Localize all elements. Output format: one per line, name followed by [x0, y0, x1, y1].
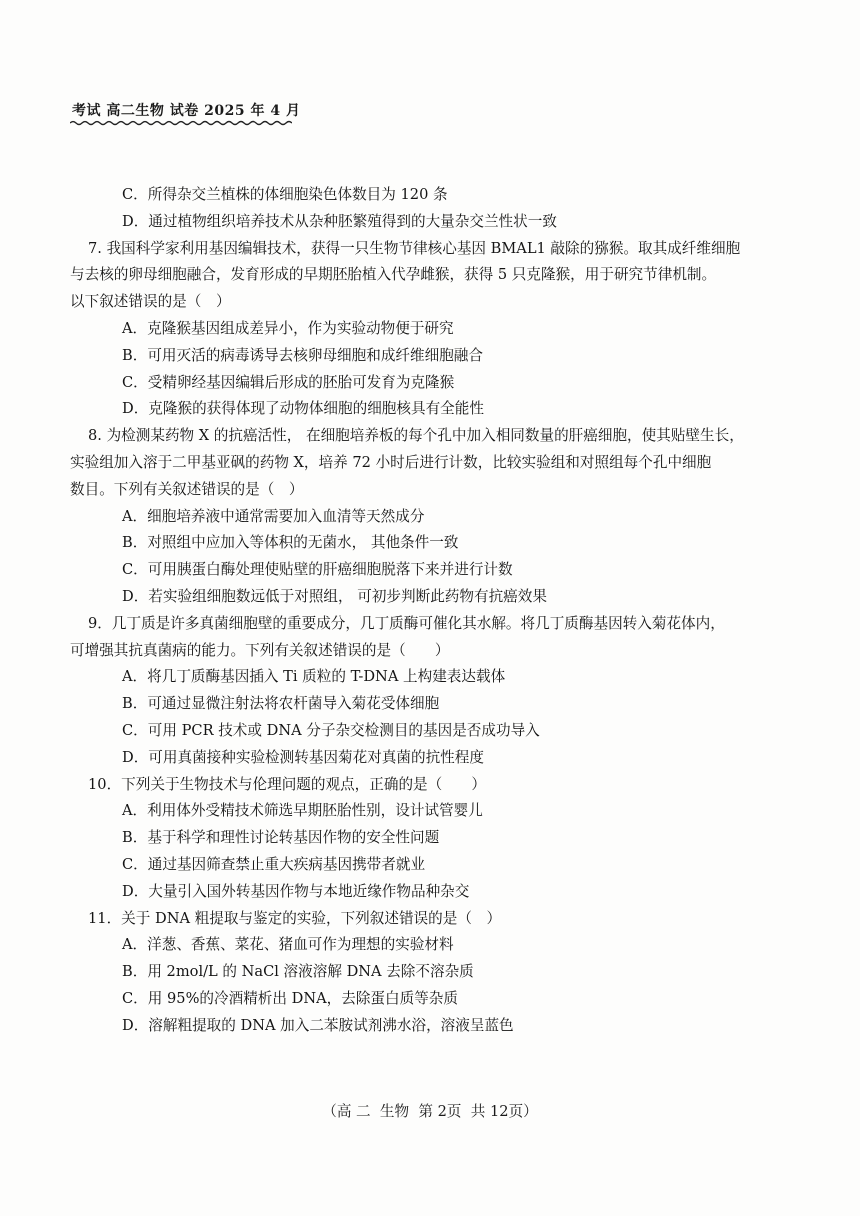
question-stem-continued: 与去核的卵母细胞融合，发育形成的早期胚胎植入代孕雌猴，获得 5 只克隆猴，用于研究节律机制。: [70, 266, 717, 284]
question-stem-continued: 以下叙述错误的是（ ）: [70, 293, 231, 311]
answer-option: A．细胞培养液中通常需要加入血清等天然成分: [122, 507, 425, 525]
question-stem-continued: 数目。下列有关叙述错误的是（ ）: [70, 480, 304, 498]
answer-option: D．通过植物组织培养技术从杂种胚繁殖得到的大量杂交兰性状一致: [122, 212, 557, 230]
answer-option: C．用 95%的冷酒精析出 DNA，去除蛋白质等杂质: [122, 989, 458, 1007]
answer-option: A．洋葱、香蕉、菜花、猪血可作为理想的实验材料: [122, 936, 454, 954]
answer-option: B．基于科学和理性讨论转基因作物的安全性问题: [122, 829, 440, 847]
answer-option: C．所得杂交兰植株的体细胞染色体数目为 120 条: [122, 186, 448, 203]
question-stem: 11．关于 DNA 粗提取与鉴定的实验，下列叙述错误的是（ ）: [88, 909, 502, 927]
question-content: [70, 182, 800, 1040]
answer-option: D．若实验组细胞数远低于对照组， 可初步判断此药物有抗癌效果: [122, 587, 547, 605]
question-stem: 9．几丁质是许多真菌细胞壁的重要成分，几丁质酶可催化其水解。将几丁质酶基因转入菊花体内，: [88, 614, 725, 632]
question-stem-continued: 可增强其抗真菌病的能力。下列有关叙述错误的是（ ）: [70, 641, 450, 659]
answer-option: B．可通过显微注射法将农杆菌导入菊花受体细胞: [122, 695, 440, 713]
header-wavy-underline: [70, 120, 292, 126]
answer-option: B．用 2mol/L 的 NaCl 溶液溶解 DNA 去除不溶杂质: [122, 963, 474, 981]
page-footer: （高 二 生物 第 2页 共 12页）: [322, 1103, 538, 1120]
question-stem: 10．下列关于生物技术与伦理问题的观点，正确的是（ ）: [88, 775, 487, 793]
answer-option: D．可用真菌接种实验检测转基因菊花对真菌的抗性程度: [122, 748, 484, 766]
answer-option: A．利用体外受精技术筛选早期胚胎性别，设计试管婴儿: [122, 802, 483, 820]
question-stem-continued: 实验组加入溶于二甲基亚砜的药物 X，培养 72 小时后进行计数，比较实验组和对照组每个孔中细胞: [70, 453, 712, 471]
answer-option: A．克隆猴基因组成差异小，作为实验动物便于研究: [122, 319, 454, 337]
answer-option: B．对照组中应加入等体积的无菌水， 其他条件一致: [122, 534, 459, 552]
answer-option: C．可用 PCR 技术或 DNA 分子杂交检测目的基因是否成功导入: [122, 721, 540, 739]
answer-option: B．可用灭活的病毒诱导去核卵母细胞和成纤维细胞融合: [122, 346, 483, 364]
answer-option: C．受精卵经基因编辑后形成的胚胎可发育为克隆猴: [122, 373, 455, 391]
page-header: 考试 高二生物 试卷 2025 年 4 月: [72, 103, 301, 119]
answer-option: D．克隆猴的获得体现了动物体细胞的细胞核具有全能性: [122, 400, 484, 418]
answer-option: A．将几丁质酶基因插入 Ti 质粒的 T-DNA 上构建表达载体: [122, 668, 506, 686]
answer-option: C．通过基因筛查禁止重大疾病基因携带者就业: [122, 855, 426, 873]
question-stem: 7. 我国科学家利用基因编辑技术，获得一只生物节律核心基因 BMAL1 敲除的猕猴。取其成纤维细胞: [88, 239, 741, 257]
answer-option: D．大量引入国外转基因作物与本地近缘作物品种杂交: [122, 882, 470, 900]
answer-option: C．可用胰蛋白酶处理使贴壁的肝癌细胞脱落下来并进行计数: [122, 561, 513, 579]
question-stem: 8. 为检测某药物 X 的抗癌活性， 在细胞培养板的每个孔中加入相同数量的肝癌细胞，使其贴壁生长，: [88, 427, 744, 445]
answer-option: D．溶解粗提取的 DNA 加入二苯胺试剂沸水浴，溶液呈蓝色: [122, 1016, 514, 1034]
